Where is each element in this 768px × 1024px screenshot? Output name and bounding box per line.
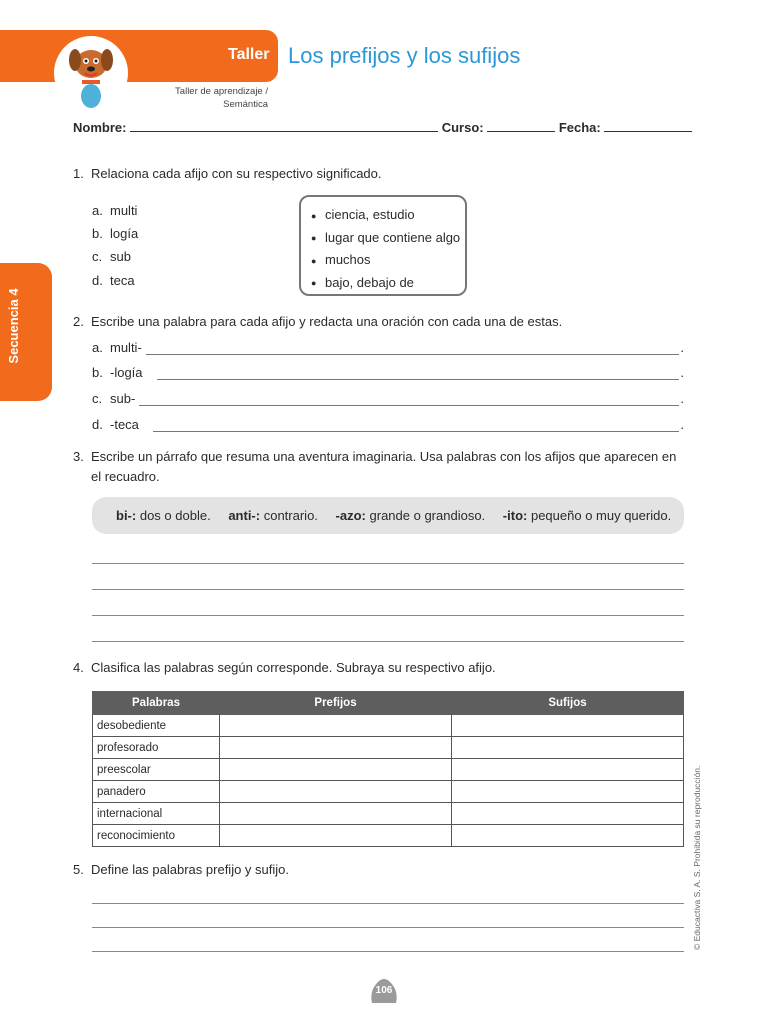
name-label: Nombre: [73,120,127,135]
suffix-cell[interactable] [452,825,684,847]
affix-term: anti-: [228,508,261,523]
word-cell: preescolar [93,759,220,781]
question-number: 5. [73,862,84,877]
answer-line-row[interactable] [92,365,684,380]
affix-item [92,273,135,288]
prefix-cell[interactable] [220,715,452,737]
affix-term: bi-: [116,508,137,523]
prefix-cell[interactable] [220,759,452,781]
copyright-notice: © Educactiva S. A. S. Prohibida su reproducción. [692,765,702,950]
course-blank[interactable] [487,120,555,132]
question-2 [73,312,562,332]
affix-meaning: grande o grandioso. [369,508,486,523]
bullet-icon: ● [311,233,317,244]
question-3 [73,447,685,487]
item-letter: c. [92,249,103,264]
subtitle [150,85,268,111]
end-mark: . [680,340,684,355]
affix-term: -ito: [502,508,528,523]
end-mark: . [680,417,684,432]
classification-table [92,691,684,847]
writing-line[interactable] [92,951,684,952]
question-number: 3. [73,449,84,464]
date-label: Fecha: [558,120,601,135]
end-mark: . [680,365,684,380]
item-letter: a. [92,340,103,355]
affix-definition [116,508,211,523]
question-1 [73,164,382,184]
page-number [369,978,399,1004]
end-mark: . [680,391,684,406]
question-text: Escribe una palabra para cada afijo y redacta una oración con cada una de estas. [91,314,563,329]
subtitle-line2: Semántica [223,99,268,110]
answer-line-row[interactable] [92,391,684,406]
bullet-icon: ● [311,210,317,221]
answer-line-row[interactable] [92,417,684,432]
meaning-text: bajo, debajo de [325,274,414,290]
question-text: Define las palabras prefijo y sufijo. [91,862,289,877]
question-text: Relaciona cada afijo con su respectivo significado. [91,166,382,181]
bullet-icon: ● [311,255,317,266]
answer-line[interactable] [139,394,679,406]
answer-line-row[interactable] [92,340,684,355]
name-blank[interactable] [130,120,438,132]
bullet-icon: ● [311,278,317,289]
item-text: sub- [110,391,136,406]
affix-item [92,203,137,218]
word-cell: internacional [93,803,220,825]
meaning-text: lugar que contiene algo [325,229,461,245]
affix-meaning: contrario. [263,508,318,523]
course-label: Curso: [441,120,484,135]
prefix-cell[interactable] [220,737,452,759]
item-text: -teca [110,417,139,432]
meaning-item[interactable] [311,249,465,272]
page-title: Los prefijos y los sufijos [288,43,521,68]
affix-definitions-box [92,497,684,534]
table-row [93,781,684,803]
meaning-text: muchos [325,252,371,268]
answer-line[interactable] [153,420,679,432]
prefix-cell[interactable] [220,803,452,825]
writing-line[interactable] [92,589,684,590]
question-number: 2. [73,314,84,329]
word-cell: panadero [93,781,220,803]
question-text: Escribe un párrafo que resuma una aventura imaginaria. Usa palabras con los afijos que aparecen en [91,449,677,464]
item-label [92,340,142,355]
date-blank[interactable] [604,120,692,132]
item-label [92,365,143,380]
word-cell: reconocimiento [93,825,220,847]
answer-line[interactable] [146,343,680,355]
header-prefixes: Prefijos [220,692,452,715]
table-row [93,759,684,781]
meaning-item[interactable] [311,204,465,227]
writing-line[interactable] [92,903,684,904]
item-label [92,391,135,406]
item-text: teca [110,273,135,288]
meaning-item[interactable] [311,272,465,295]
table-row [93,803,684,825]
affix-item [92,249,131,264]
affix-meaning: dos o doble. [139,508,211,523]
suffix-cell[interactable] [452,759,684,781]
item-letter: d. [92,417,103,432]
writing-line[interactable] [92,927,684,928]
item-letter: d. [92,273,103,288]
affix-definition [336,508,486,523]
item-text: logía [110,226,139,241]
item-letter: c. [92,391,103,406]
suffix-cell[interactable] [452,737,684,759]
suffix-cell[interactable] [452,715,684,737]
question-text: Clasifica las palabras según corresponde. Subraya su respectivo afijo. [91,660,496,675]
answer-line[interactable] [157,368,680,380]
suffix-cell[interactable] [452,781,684,803]
table-row [93,715,684,737]
word-cell: desobediente [93,715,220,737]
item-text: sub [110,249,131,264]
subtitle-line1: Taller de aprendizaje / [175,86,268,97]
header-suffixes: Sufijos [452,692,684,715]
item-letter: b. [92,226,103,241]
prefix-cell[interactable] [220,825,452,847]
question-text-cont: el recuadro. [91,469,160,484]
writing-line[interactable] [92,563,684,564]
page-number-text: 106 [375,985,393,996]
meanings-box [299,195,467,296]
meaning-item[interactable] [311,227,465,250]
writing-line[interactable] [92,641,684,642]
suffix-cell[interactable] [452,803,684,825]
header-words: Palabras [93,692,220,715]
word-cell: profesorado [93,737,220,759]
item-text: multi [110,203,138,218]
table-row [93,737,684,759]
table-row [93,825,684,847]
affix-definition [503,508,671,523]
prefix-cell[interactable] [220,781,452,803]
item-letter: b. [92,365,103,380]
side-tab-label: Secuencia 4 [6,288,21,364]
question-number: 4. [73,660,84,675]
item-text: multi- [110,340,142,355]
affix-meaning: pequeño o muy querido. [530,508,672,523]
taller-tab-label: Taller [228,46,270,63]
question-number: 1. [73,166,84,181]
question-4 [73,658,496,678]
affix-definition [228,508,318,523]
student-info-row [73,120,685,135]
meaning-text: ciencia, estudio [325,207,415,222]
affix-term: -azo: [335,508,366,523]
affix-item [92,226,138,241]
item-letter: a. [92,203,103,218]
writing-line[interactable] [92,615,684,616]
item-text: -logía [110,365,143,380]
question-5 [73,860,289,880]
item-label [92,417,139,432]
dog-mascot-icon [52,34,130,112]
